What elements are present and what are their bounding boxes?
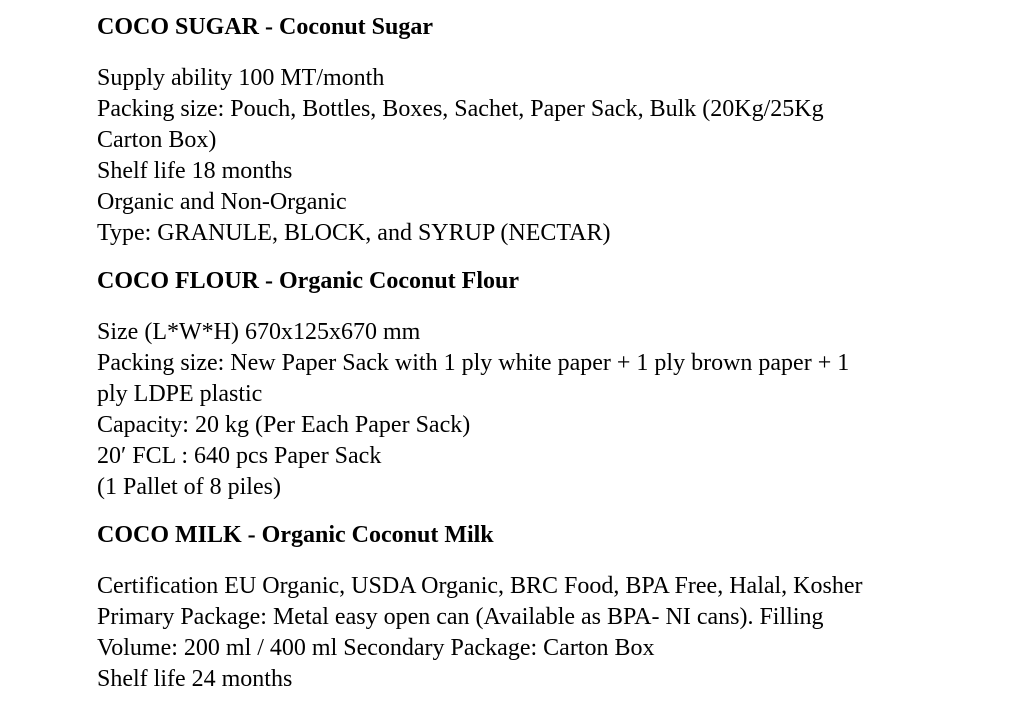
text-line: ply LDPE plastic [97,381,263,407]
text-line: Certification EU Organic, USDA Organic, BRC Food, BPA Free, Halal, Kosher [97,573,863,599]
section-heading: COCO FLOUR - Organic Coconut Flour [97,268,519,294]
text-line: Type: GRANULE, BLOCK, and SYRUP (NECTAR) [97,220,611,246]
section-body [97,571,997,695]
text-line: 20′ FCL : 640 pcs Paper Sack [97,443,382,469]
section-heading: COCO SUGAR - Coconut Sugar [97,14,434,40]
text-line: (1 Pallet of 8 piles) [97,474,281,500]
section-coco-milk [97,520,997,695]
text-line: Size (L*W*H) 670x125x670 mm [97,319,421,345]
text-line: Packing size: Pouch, Bottles, Boxes, Sachet, Paper Sack, Bulk (20Kg/25Kg [97,96,824,122]
text-line: Capacity: 20 kg (Per Each Paper Sack) [97,412,471,438]
section-body [97,317,997,503]
section-heading: COCO MILK - Organic Coconut Milk [97,522,494,548]
text-line: Shelf life 18 months [97,158,293,184]
text-line: Supply ability 100 MT/month [97,65,385,91]
text-line: Volume: 200 ml / 400 ml Secondary Package: Carton Box [97,635,655,661]
section-coco-flour [97,266,997,503]
section-coco-sugar [97,12,997,249]
section-body [97,63,997,249]
text-line: Shelf life 24 months [97,666,293,692]
text-line: Primary Package: Metal easy open can (Available as BPA- NI cans). Filling [97,604,824,630]
text-line: Packing size: New Paper Sack with 1 ply white paper + 1 ply brown paper + 1 [97,350,850,376]
text-line: Carton Box) [97,127,217,153]
text-line: Organic and Non-Organic [97,189,347,215]
product-document [97,0,997,695]
